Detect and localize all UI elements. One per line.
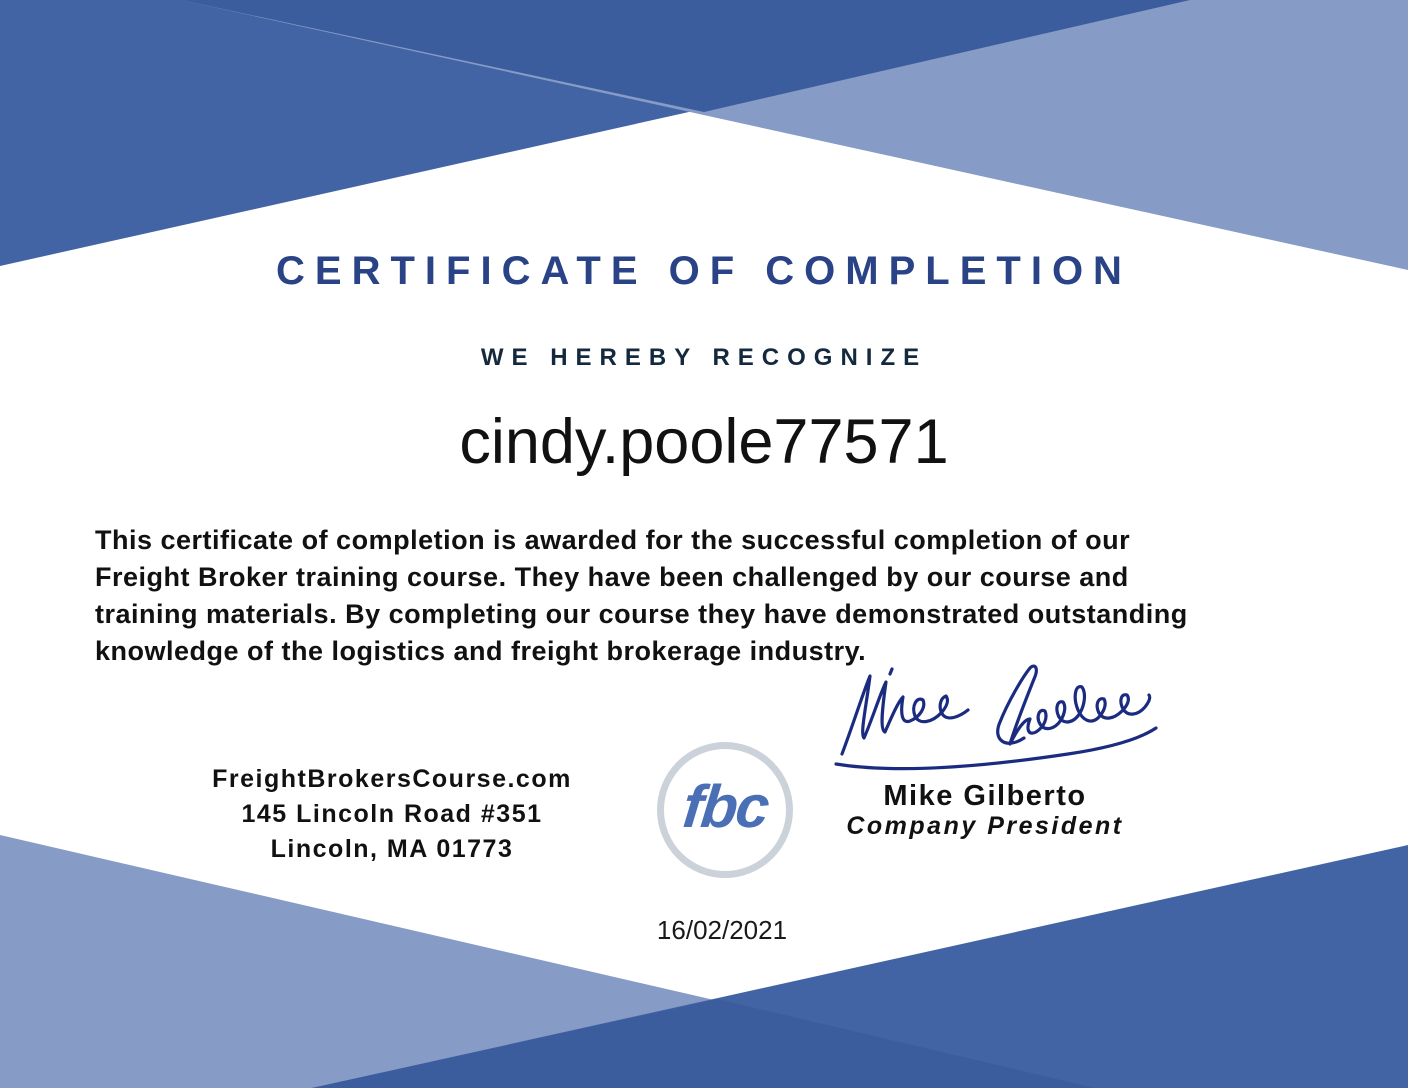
body-line-3: training materials. By completing our course they have demonstrated outstanding: [95, 599, 1188, 629]
recipient-name: cindy.poole77571: [459, 407, 949, 477]
issue-date: 16/02/2021: [656, 915, 788, 945]
issuer-address-line1: 145 Lincoln Road #351: [241, 800, 543, 828]
body-line-2: Freight Broker training course. They have been challenged by our course and: [95, 562, 1129, 592]
signature-strokes: [836, 666, 1156, 768]
fbc-logo-text: fbc: [679, 773, 771, 840]
certificate-title: CERTIFICATE OF COMPLETION: [276, 249, 1132, 293]
certificate-body: [95, 522, 1345, 670]
body-line-4: knowledge of the logistics and freight brokerage industry.: [95, 636, 867, 666]
signature-handwriting: [828, 662, 1162, 784]
body-line-1: This certificate of completion is awarded for the successful completion of our: [95, 525, 1131, 555]
signer-name: Mike Gilberto: [883, 780, 1087, 812]
certificate-subtitle: WE HEREBY RECOGNIZE: [480, 344, 928, 371]
fbc-logo-badge: [657, 742, 793, 878]
issuer-address-line2: Lincoln, MA 01773: [270, 835, 514, 863]
issuer-address-block: [172, 762, 612, 867]
issuer-website: FreightBrokersCourse.com: [212, 765, 572, 793]
signer-title: Company President: [846, 812, 1124, 840]
